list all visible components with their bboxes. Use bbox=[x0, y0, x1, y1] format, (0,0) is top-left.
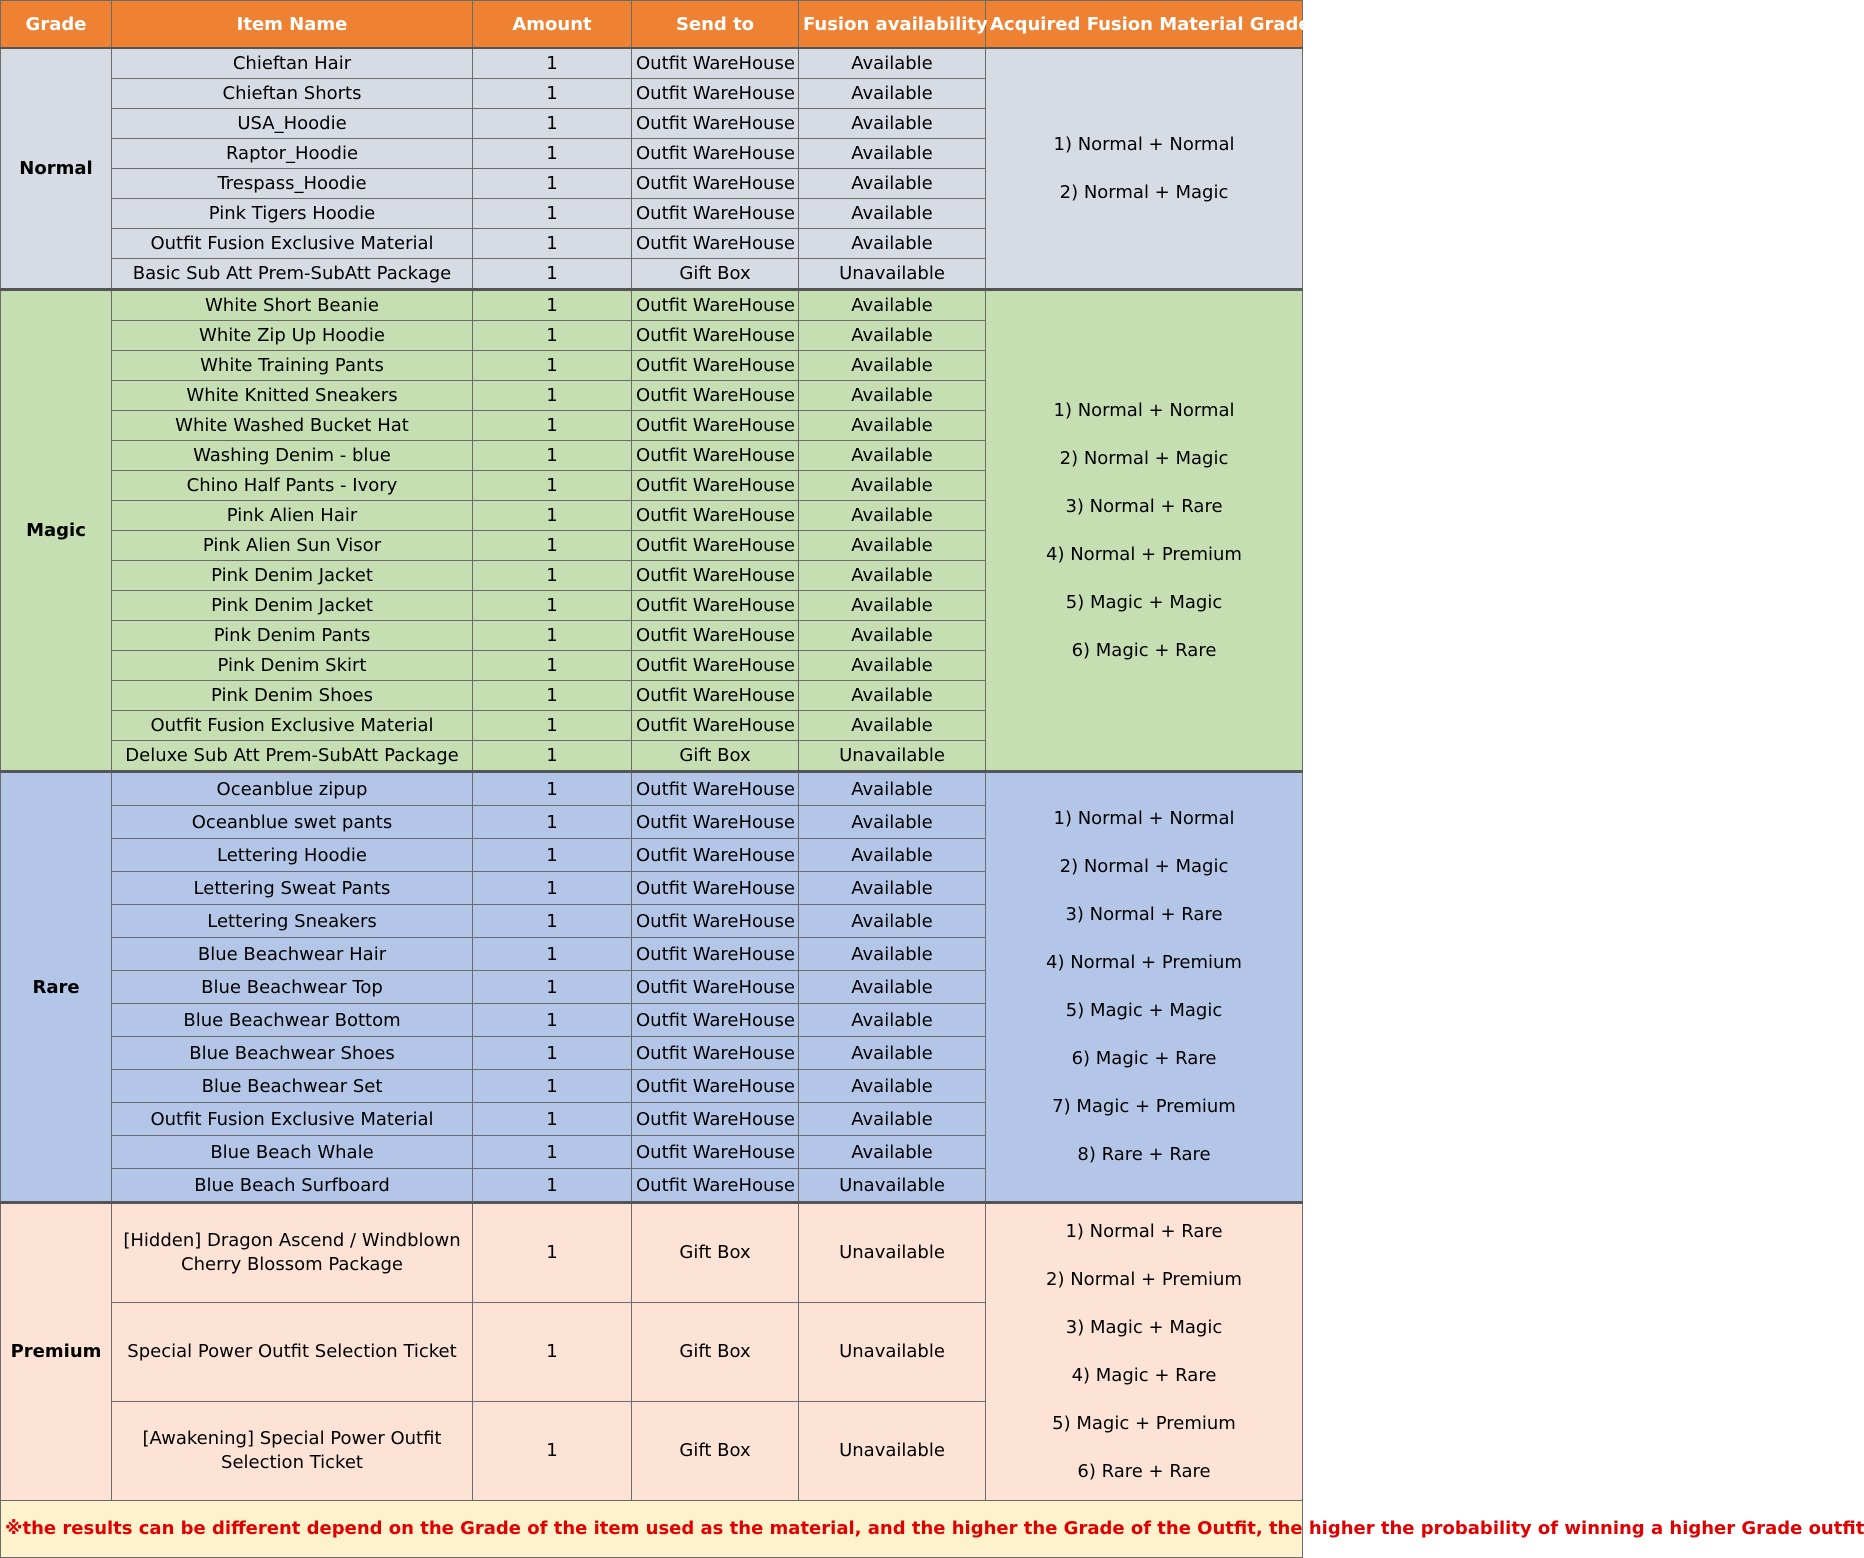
send-to-cell: Outfit WareHouse bbox=[632, 1103, 799, 1136]
fusion-availability-cell: Available bbox=[799, 139, 986, 169]
send-to-cell: Outfit WareHouse bbox=[632, 621, 799, 651]
item-name-cell: Basic Sub Att Prem-SubAtt Package bbox=[112, 259, 473, 290]
amount-cell: 1 bbox=[473, 351, 632, 381]
item-name-cell: Pink Denim Pants bbox=[112, 621, 473, 651]
send-to-cell: Outfit WareHouse bbox=[632, 1037, 799, 1070]
footnote-row bbox=[1, 1501, 1303, 1558]
item-name-cell: Chieftan Shorts bbox=[112, 79, 473, 109]
amount-cell: 1 bbox=[473, 109, 632, 139]
fusion-combo: 4) Normal + Premium bbox=[1046, 952, 1242, 973]
fusion-availability-cell: Available bbox=[799, 471, 986, 501]
item-name-cell: Blue Beachwear Bottom bbox=[112, 1004, 473, 1037]
fusion-availability-cell: Unavailable bbox=[799, 1402, 986, 1501]
item-name-cell: Special Power Outfit Selection Ticket bbox=[112, 1303, 473, 1402]
amount-cell: 1 bbox=[473, 531, 632, 561]
amount-cell: 1 bbox=[473, 839, 632, 872]
amount-cell: 1 bbox=[473, 621, 632, 651]
item-name-cell: Blue Beachwear Set bbox=[112, 1070, 473, 1103]
item-name-cell: Blue Beachwear Hair bbox=[112, 938, 473, 971]
acquired-grade-cell bbox=[986, 772, 1303, 1203]
fusion-availability-cell: Available bbox=[799, 48, 986, 79]
item-name-cell: Blue Beachwear Shoes bbox=[112, 1037, 473, 1070]
send-to-cell: Gift Box bbox=[632, 1402, 799, 1501]
fusion-availability-cell: Available bbox=[799, 1136, 986, 1169]
amount-cell: 1 bbox=[473, 681, 632, 711]
amount-cell: 1 bbox=[473, 651, 632, 681]
fusion-combo: 6) Magic + Rare bbox=[1071, 1048, 1217, 1069]
header-item-name: Item Name bbox=[112, 1, 473, 49]
fusion-combo: 5) Magic + Magic bbox=[1065, 591, 1223, 613]
fusion-availability-cell: Unavailable bbox=[799, 741, 986, 772]
send-to-cell: Outfit WareHouse bbox=[632, 591, 799, 621]
fusion-availability-cell: Available bbox=[799, 772, 986, 806]
amount-cell: 1 bbox=[473, 938, 632, 971]
amount-cell: 1 bbox=[473, 1136, 632, 1169]
send-to-cell: Outfit WareHouse bbox=[632, 501, 799, 531]
item-name-cell: Pink Denim Jacket bbox=[112, 561, 473, 591]
fusion-availability-cell: Available bbox=[799, 321, 986, 351]
fusion-availability-cell: Available bbox=[799, 872, 986, 905]
table-row bbox=[1, 290, 1303, 321]
fusion-availability-cell: Available bbox=[799, 381, 986, 411]
send-to-cell: Outfit WareHouse bbox=[632, 531, 799, 561]
item-name-cell: White Washed Bucket Hat bbox=[112, 411, 473, 441]
header-fusion-availability: Fusion availability bbox=[799, 1, 986, 49]
header-grade: Grade bbox=[1, 1, 112, 49]
item-name-cell: Chieftan Hair bbox=[112, 48, 473, 79]
send-to-cell: Outfit WareHouse bbox=[632, 169, 799, 199]
amount-cell: 1 bbox=[473, 381, 632, 411]
send-to-cell: Outfit WareHouse bbox=[632, 1004, 799, 1037]
amount-cell: 1 bbox=[473, 321, 632, 351]
fusion-combo: 2) Normal + Premium bbox=[1046, 1269, 1242, 1290]
fusion-availability-cell: Available bbox=[799, 806, 986, 839]
send-to-cell: Outfit WareHouse bbox=[632, 79, 799, 109]
fusion-availability-cell: Available bbox=[799, 501, 986, 531]
fusion-availability-cell: Unavailable bbox=[799, 1169, 986, 1203]
send-to-cell: Outfit WareHouse bbox=[632, 1070, 799, 1103]
table-row bbox=[1, 48, 1303, 79]
header-amount: Amount bbox=[473, 1, 632, 49]
fusion-availability-cell: Available bbox=[799, 351, 986, 381]
fusion-combo: 6) Magic + Rare bbox=[1071, 639, 1217, 661]
send-to-cell: Outfit WareHouse bbox=[632, 381, 799, 411]
fusion-combo: 2) Normal + Magic bbox=[1059, 447, 1229, 469]
item-name-cell: Pink Alien Sun Visor bbox=[112, 531, 473, 561]
fusion-combo: 3) Normal + Rare bbox=[1065, 904, 1223, 925]
amount-cell: 1 bbox=[473, 561, 632, 591]
item-name-cell: Blue Beachwear Top bbox=[112, 971, 473, 1004]
item-name-cell: Outfit Fusion Exclusive Material bbox=[112, 229, 473, 259]
amount-cell: 1 bbox=[473, 441, 632, 471]
amount-cell: 1 bbox=[473, 411, 632, 441]
amount-cell: 1 bbox=[473, 229, 632, 259]
amount-cell: 1 bbox=[473, 741, 632, 772]
amount-cell: 1 bbox=[473, 1402, 632, 1501]
item-name-cell: Chino Half Pants - Ivory bbox=[112, 471, 473, 501]
header-send-to: Send to bbox=[632, 1, 799, 49]
grade-cell: Premium bbox=[1, 1203, 112, 1501]
amount-cell: 1 bbox=[473, 199, 632, 229]
send-to-cell: Outfit WareHouse bbox=[632, 711, 799, 741]
fusion-availability-cell: Unavailable bbox=[799, 1203, 986, 1303]
fusion-availability-cell: Available bbox=[799, 1037, 986, 1070]
fusion-combo: 3) Normal + Rare bbox=[1065, 495, 1223, 517]
header-row bbox=[1, 1, 1303, 49]
item-name-cell: [Awakening] Special Power Outfit Selection Ticket bbox=[112, 1402, 473, 1501]
fusion-combo: 3) Magic + Magic bbox=[1065, 1317, 1223, 1338]
amount-cell: 1 bbox=[473, 48, 632, 79]
send-to-cell: Outfit WareHouse bbox=[632, 1169, 799, 1203]
fusion-availability-cell: Available bbox=[799, 839, 986, 872]
fusion-combo: 1) Normal + Normal bbox=[1053, 399, 1235, 421]
table-row bbox=[1, 1203, 1303, 1303]
fusion-availability-cell: Available bbox=[799, 621, 986, 651]
amount-cell: 1 bbox=[473, 169, 632, 199]
send-to-cell: Gift Box bbox=[632, 1303, 799, 1402]
item-name-cell: Outfit Fusion Exclusive Material bbox=[112, 711, 473, 741]
item-name-cell: White Short Beanie bbox=[112, 290, 473, 321]
header-acquired-grade: Acquired Fusion Material Grade bbox=[986, 1, 1303, 49]
send-to-cell: Outfit WareHouse bbox=[632, 321, 799, 351]
amount-cell: 1 bbox=[473, 772, 632, 806]
send-to-cell: Outfit WareHouse bbox=[632, 971, 799, 1004]
send-to-cell: Outfit WareHouse bbox=[632, 938, 799, 971]
send-to-cell: Outfit WareHouse bbox=[632, 229, 799, 259]
fusion-combo: 6) Rare + Rare bbox=[1077, 1461, 1211, 1482]
send-to-cell: Outfit WareHouse bbox=[632, 48, 799, 79]
item-name-cell: Washing Denim - blue bbox=[112, 441, 473, 471]
fusion-combo: 2) Normal + Magic bbox=[1059, 181, 1229, 203]
fusion-availability-cell: Unavailable bbox=[799, 1303, 986, 1402]
fusion-availability-cell: Available bbox=[799, 971, 986, 1004]
fusion-availability-cell: Available bbox=[799, 79, 986, 109]
item-name-cell: Lettering Sweat Pants bbox=[112, 872, 473, 905]
item-name-cell: Pink Tigers Hoodie bbox=[112, 199, 473, 229]
item-name-cell: Blue Beach Whale bbox=[112, 1136, 473, 1169]
grade-cell: Normal bbox=[1, 48, 112, 290]
item-name-cell: Oceanblue swet pants bbox=[112, 806, 473, 839]
amount-cell: 1 bbox=[473, 971, 632, 1004]
item-name-cell: White Zip Up Hoodie bbox=[112, 321, 473, 351]
send-to-cell: Outfit WareHouse bbox=[632, 441, 799, 471]
send-to-cell: Outfit WareHouse bbox=[632, 290, 799, 321]
amount-cell: 1 bbox=[473, 1203, 632, 1303]
amount-cell: 1 bbox=[473, 1070, 632, 1103]
amount-cell: 1 bbox=[473, 806, 632, 839]
fusion-availability-cell: Available bbox=[799, 199, 986, 229]
send-to-cell: Outfit WareHouse bbox=[632, 651, 799, 681]
item-name-cell: Pink Denim Jacket bbox=[112, 591, 473, 621]
send-to-cell: Gift Box bbox=[632, 1203, 799, 1303]
fusion-availability-cell: Available bbox=[799, 229, 986, 259]
fusion-combo: 4) Magic + Rare bbox=[1071, 1365, 1217, 1386]
fusion-combo: 5) Magic + Magic bbox=[1065, 1000, 1223, 1021]
amount-cell: 1 bbox=[473, 139, 632, 169]
table-body bbox=[1, 48, 1303, 1501]
item-name-cell: Raptor_Hoodie bbox=[112, 139, 473, 169]
fusion-availability-cell: Available bbox=[799, 411, 986, 441]
amount-cell: 1 bbox=[473, 905, 632, 938]
fusion-availability-cell: Available bbox=[799, 441, 986, 471]
table-row bbox=[1, 772, 1303, 806]
fusion-availability-cell: Available bbox=[799, 1004, 986, 1037]
fusion-combo: 8) Rare + Rare bbox=[1077, 1144, 1211, 1165]
amount-cell: 1 bbox=[473, 872, 632, 905]
grade-cell: Rare bbox=[1, 772, 112, 1203]
amount-cell: 1 bbox=[473, 1037, 632, 1070]
fusion-combo: 5) Magic + Premium bbox=[1052, 1413, 1236, 1434]
amount-cell: 1 bbox=[473, 1169, 632, 1203]
item-name-cell: Oceanblue zipup bbox=[112, 772, 473, 806]
fusion-combo: 7) Magic + Premium bbox=[1052, 1096, 1236, 1117]
item-name-cell: USA_Hoodie bbox=[112, 109, 473, 139]
item-name-cell: Pink Alien Hair bbox=[112, 501, 473, 531]
fusion-availability-cell: Available bbox=[799, 290, 986, 321]
amount-cell: 1 bbox=[473, 1303, 632, 1402]
amount-cell: 1 bbox=[473, 290, 632, 321]
item-name-cell: Blue Beach Surfboard bbox=[112, 1169, 473, 1203]
item-name-cell: Deluxe Sub Att Prem-SubAtt Package bbox=[112, 741, 473, 772]
item-name-cell: Pink Denim Skirt bbox=[112, 651, 473, 681]
send-to-cell: Outfit WareHouse bbox=[632, 411, 799, 441]
fusion-availability-cell: Available bbox=[799, 1103, 986, 1136]
item-name-cell: White Training Pants bbox=[112, 351, 473, 381]
fusion-combo: 4) Normal + Premium bbox=[1046, 543, 1242, 565]
send-to-cell: Outfit WareHouse bbox=[632, 471, 799, 501]
fusion-combo: 2) Normal + Magic bbox=[1059, 856, 1229, 877]
send-to-cell: Outfit WareHouse bbox=[632, 199, 799, 229]
amount-cell: 1 bbox=[473, 259, 632, 290]
send-to-cell: Outfit WareHouse bbox=[632, 772, 799, 806]
send-to-cell: Outfit WareHouse bbox=[632, 139, 799, 169]
send-to-cell: Outfit WareHouse bbox=[632, 905, 799, 938]
amount-cell: 1 bbox=[473, 1004, 632, 1037]
amount-cell: 1 bbox=[473, 79, 632, 109]
item-name-cell: [Hidden] Dragon Ascend / Windblown Cherry Blossom Package bbox=[112, 1203, 473, 1303]
fusion-availability-cell: Available bbox=[799, 711, 986, 741]
amount-cell: 1 bbox=[473, 1103, 632, 1136]
send-to-cell: Outfit WareHouse bbox=[632, 872, 799, 905]
fusion-combo: 1) Normal + Normal bbox=[1053, 133, 1235, 155]
fusion-availability-cell: Available bbox=[799, 561, 986, 591]
fusion-availability-cell: Available bbox=[799, 681, 986, 711]
item-name-cell: Trespass_Hoodie bbox=[112, 169, 473, 199]
acquired-grade-cell bbox=[986, 1203, 1303, 1501]
send-to-cell: Gift Box bbox=[632, 259, 799, 290]
send-to-cell: Outfit WareHouse bbox=[632, 1136, 799, 1169]
send-to-cell: Outfit WareHouse bbox=[632, 839, 799, 872]
fusion-combo: 1) Normal + Normal bbox=[1053, 808, 1235, 829]
fusion-availability-cell: Available bbox=[799, 938, 986, 971]
fusion-availability-cell: Available bbox=[799, 905, 986, 938]
fusion-availability-cell: Available bbox=[799, 591, 986, 621]
amount-cell: 1 bbox=[473, 501, 632, 531]
send-to-cell: Outfit WareHouse bbox=[632, 681, 799, 711]
amount-cell: 1 bbox=[473, 591, 632, 621]
amount-cell: 1 bbox=[473, 711, 632, 741]
fusion-availability-cell: Available bbox=[799, 109, 986, 139]
item-name-cell: White Knitted Sneakers bbox=[112, 381, 473, 411]
amount-cell: 1 bbox=[473, 471, 632, 501]
send-to-cell: Outfit WareHouse bbox=[632, 109, 799, 139]
item-name-cell: Pink Denim Shoes bbox=[112, 681, 473, 711]
acquired-grade-cell bbox=[986, 48, 1303, 290]
fusion-combo: 1) Normal + Rare bbox=[1065, 1221, 1223, 1242]
send-to-cell: Outfit WareHouse bbox=[632, 806, 799, 839]
grade-cell: Magic bbox=[1, 290, 112, 772]
fusion-availability-cell: Available bbox=[799, 169, 986, 199]
footnote: ※the results can be different depend on the Grade of the item used as the material, and the higher the Grade of the Outfit, the higher the probability of winning a higher Grade outfit bbox=[1, 1501, 1303, 1558]
fusion-availability-cell: Available bbox=[799, 531, 986, 561]
item-name-cell: Lettering Sneakers bbox=[112, 905, 473, 938]
send-to-cell: Gift Box bbox=[632, 741, 799, 772]
item-name-cell: Outfit Fusion Exclusive Material bbox=[112, 1103, 473, 1136]
acquired-grade-cell bbox=[986, 290, 1303, 772]
send-to-cell: Outfit WareHouse bbox=[632, 351, 799, 381]
fusion-availability-cell: Available bbox=[799, 651, 986, 681]
item-name-cell: Lettering Hoodie bbox=[112, 839, 473, 872]
fusion-availability-cell: Unavailable bbox=[799, 259, 986, 290]
fusion-availability-cell: Available bbox=[799, 1070, 986, 1103]
send-to-cell: Outfit WareHouse bbox=[632, 561, 799, 591]
